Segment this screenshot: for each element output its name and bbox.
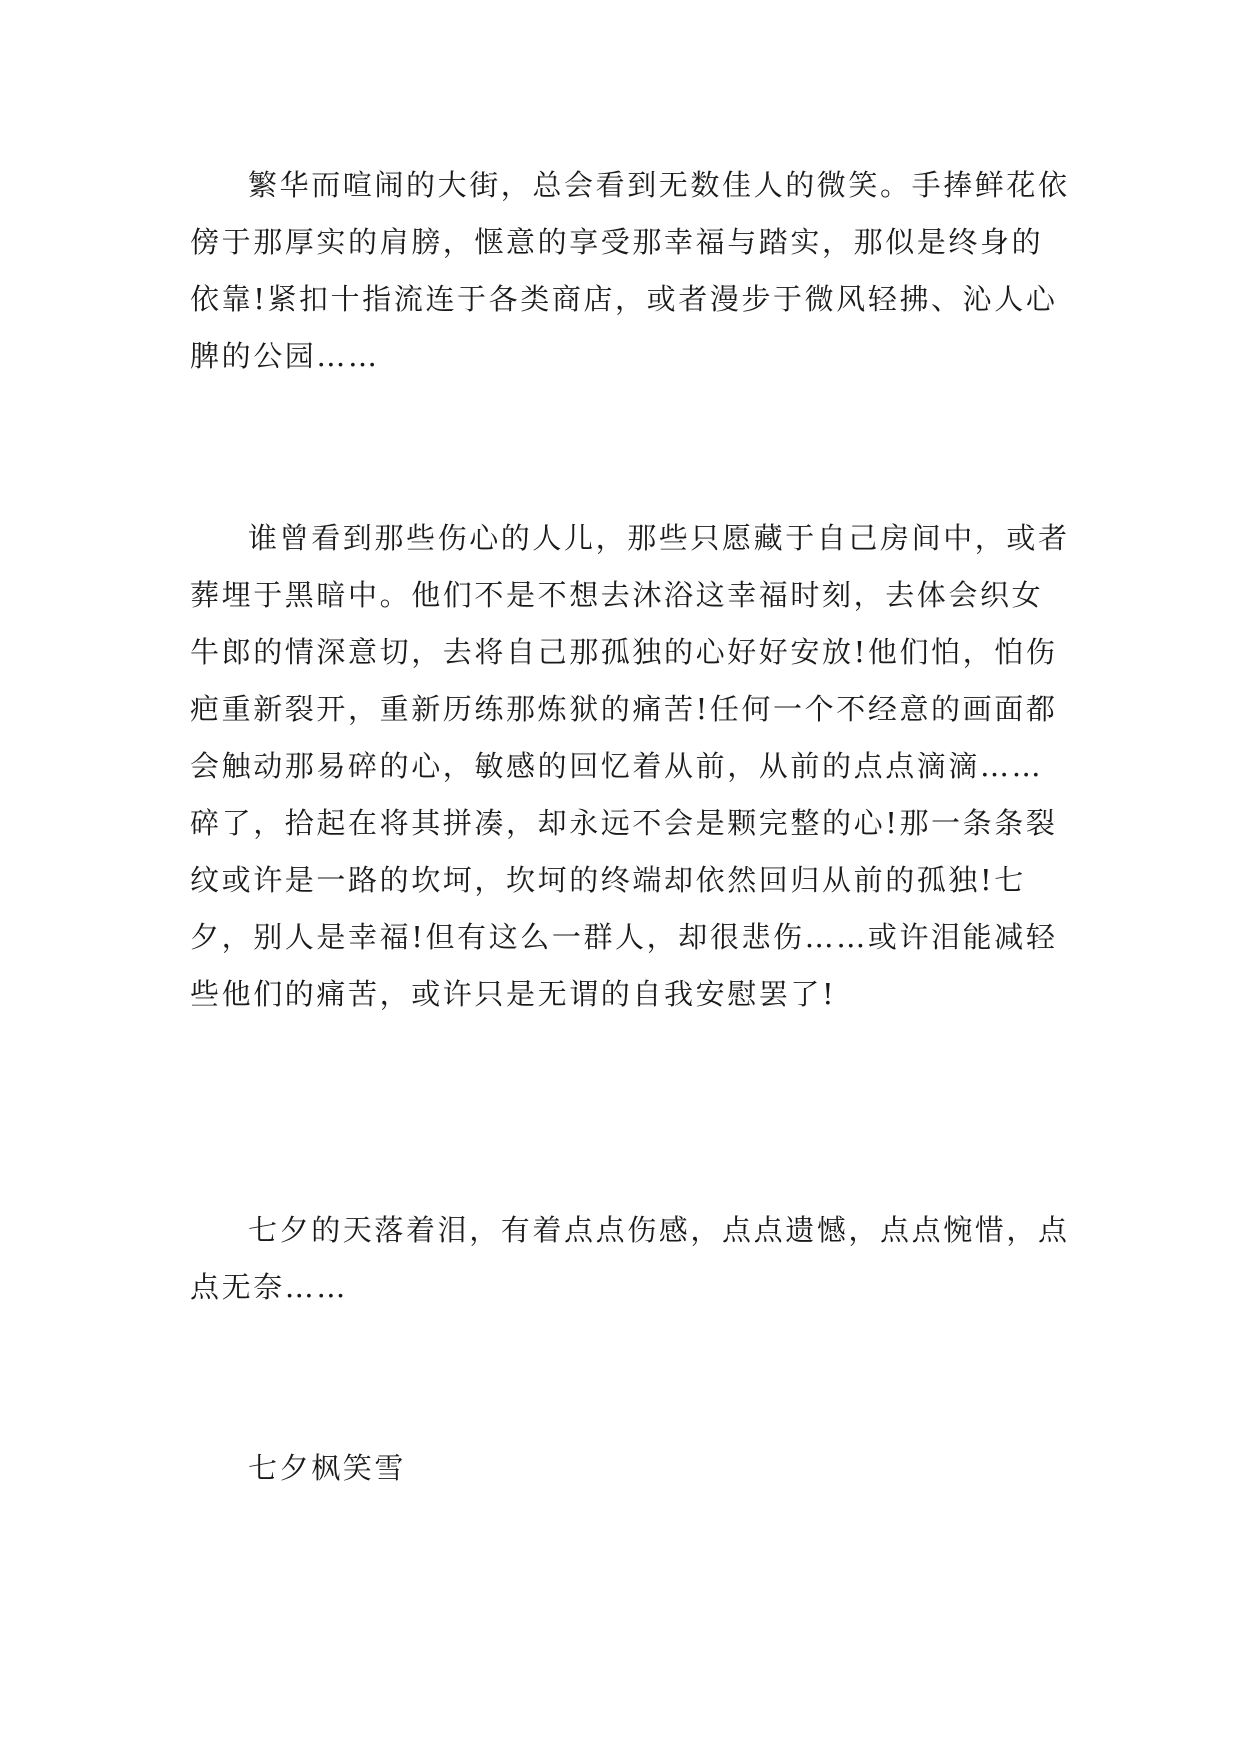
paragraph-2: 谁曾看到那些伤心的人儿，那些只愿藏于自己房间中，或者葬埋于黑暗中。他们不是不想去沐浴这幸福时刻，去体会织女牛郎的情深意切，去将自己那孤独的心好好安放!他们怕，怕伤疤重新裂开，重新历练那炼狱的痛苦!任何一个不经意的画面都会触动那易碎的心，敏感的回忆着从前，从前的点点滴滴……碎了，拾起在将其拼凑，却永远不会是颗完整的心!那一条条裂纹或许是一路的坎坷，坎坷的终端却依然回归从前的孤独!七夕，别人是幸福!但有这么一群人，却很悲伤……或许泪能减轻些他们的痛苦，或许只是无谓的自我安慰罢了! [190, 521, 1070, 1011]
author-signature: 七夕枫笑雪 [248, 1451, 407, 1485]
paragraph-1: 繁华而喧闹的大街，总会看到无数佳人的微笑。手捧鲜花依傍于那厚实的肩膀，惬意的享受那幸福与踏实，那似是终身的依靠!紧扣十指流连于各类商店，或者漫步于微风轻拂、沁人心脾的公园…… [190, 168, 1070, 373]
paragraph-3: 七夕的天落着泪，有着点点伤感，点点遗憾，点点惋惜，点点无奈…… [190, 1213, 1070, 1304]
